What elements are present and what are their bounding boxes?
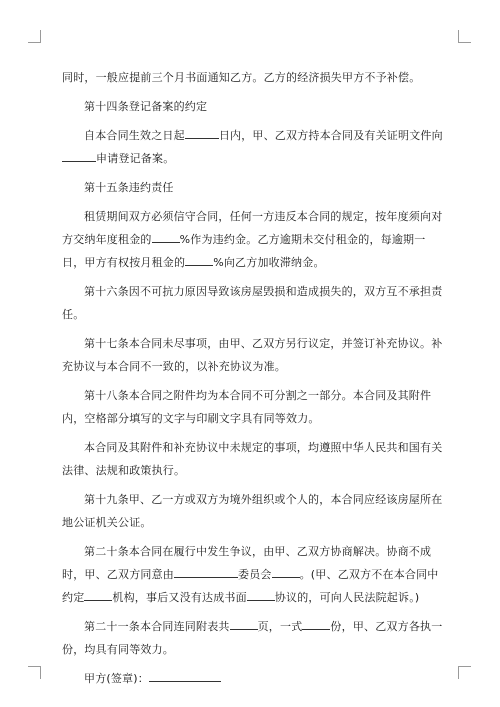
- fill-in-blank[interactable]: [174, 567, 238, 578]
- crop-mark-top-right: [458, 30, 471, 43]
- paragraph-text: 第二十一条本合同连同附表共: [84, 620, 230, 633]
- contract-paragraph: [62, 488, 446, 534]
- contract-paragraph: [62, 615, 446, 661]
- paragraph-text: 第十六条因不可抗力原因导致该房屋毁损和造成损失的，双方互不承担责任。: [62, 285, 443, 321]
- contract-paragraph: [62, 332, 446, 378]
- fill-in-blank[interactable]: [185, 128, 219, 139]
- crop-mark-bottom-left: [28, 666, 41, 679]
- paragraph-text: 同时，一般应提前三个月书面通知乙方。乙方的经济损失甲方不予补偿。: [62, 71, 421, 84]
- paragraph-text: 协议的，可向人民法院起诉。): [274, 591, 420, 604]
- paragraph-text: 租赁期间双方必须信守合同，任何一方违反本合同的规定，按年度须向对方交纳年度租金的: [62, 210, 443, 246]
- paragraph-text: 第十八条本合同之附件均为本合同不可分割之一部分。本合同及其附件内，空格部分填写的文字与印刷文字具有同等效力。: [62, 389, 432, 425]
- contract-paragraph: [62, 667, 446, 690]
- contract-paragraph: [62, 280, 446, 326]
- contract-paragraph: [62, 384, 446, 430]
- fill-in-blank[interactable]: [302, 619, 330, 630]
- paragraph-text: 第十九条甲、乙一方或双方为境外组织或个人的，本合同应经该房屋所在地公证机关公证。: [62, 493, 443, 529]
- paragraph-text: 日内，甲、乙双方持本合同及有关证明文件向: [218, 129, 443, 142]
- contract-paragraph: [62, 205, 446, 274]
- paragraph-text: %作为违约金。乙方逾期未交付租金的，每逾期一日，甲方有权按月租金的: [62, 233, 426, 269]
- contract-paragraph: [62, 124, 446, 170]
- paragraph-text: 第十四条登记备案的约定: [84, 100, 208, 113]
- crop-mark-top-left: [28, 30, 41, 43]
- fill-in-blank[interactable]: [272, 567, 300, 578]
- fill-in-blank[interactable]: [185, 255, 213, 266]
- fill-in-blank[interactable]: [149, 671, 221, 682]
- paragraph-text: 份，甲、乙双方各执一份，均具有同等效力。: [62, 620, 443, 656]
- contract-paragraph: [62, 95, 446, 118]
- fill-in-blank[interactable]: [152, 232, 180, 243]
- paragraph-text: %向乙方加收滞纳金。: [213, 256, 325, 269]
- fill-in-blank[interactable]: [247, 590, 275, 601]
- paragraph-text: 自本合同生效之日起: [84, 129, 185, 142]
- contract-paragraph: [62, 176, 446, 199]
- paragraph-text: 。(甲、乙双方不在本合同中约定: [62, 568, 439, 604]
- paragraph-text: 第二十条本合同在履行中发生争议，由甲、乙双方协商解决。协商不成时，甲、乙双方同意由: [62, 545, 432, 581]
- paragraph-text: 第十五条违约责任: [84, 181, 174, 194]
- contract-paragraph: [62, 66, 446, 89]
- crop-mark-bottom-right: [458, 666, 471, 679]
- paragraph-text: 机构，事后又没有达成书面: [112, 591, 247, 604]
- paragraph-text: 本合同及其附件和补充协议中未规定的事项，均遵照中华人民共和国有关法律、法规和政策执行。: [62, 441, 443, 477]
- contract-paragraph: [62, 540, 446, 609]
- paragraph-text: 甲方(签章)：: [84, 672, 149, 685]
- fill-in-blank[interactable]: [84, 590, 112, 601]
- paragraph-text: 页，一式: [257, 620, 303, 633]
- fill-in-blank[interactable]: [230, 619, 258, 630]
- contract-paragraph: [62, 436, 446, 482]
- fill-in-blank[interactable]: [62, 151, 96, 162]
- contract-body: [62, 66, 446, 696]
- paragraph-text: 第十七条本合同未尽事项，由甲、乙双方另行议定，并签订补充协议。补充协议与本合同不一致的，以补充协议为准。: [62, 337, 443, 373]
- paragraph-text: 委员会: [238, 568, 272, 581]
- paragraph-text: 申请登记备案。: [96, 152, 175, 165]
